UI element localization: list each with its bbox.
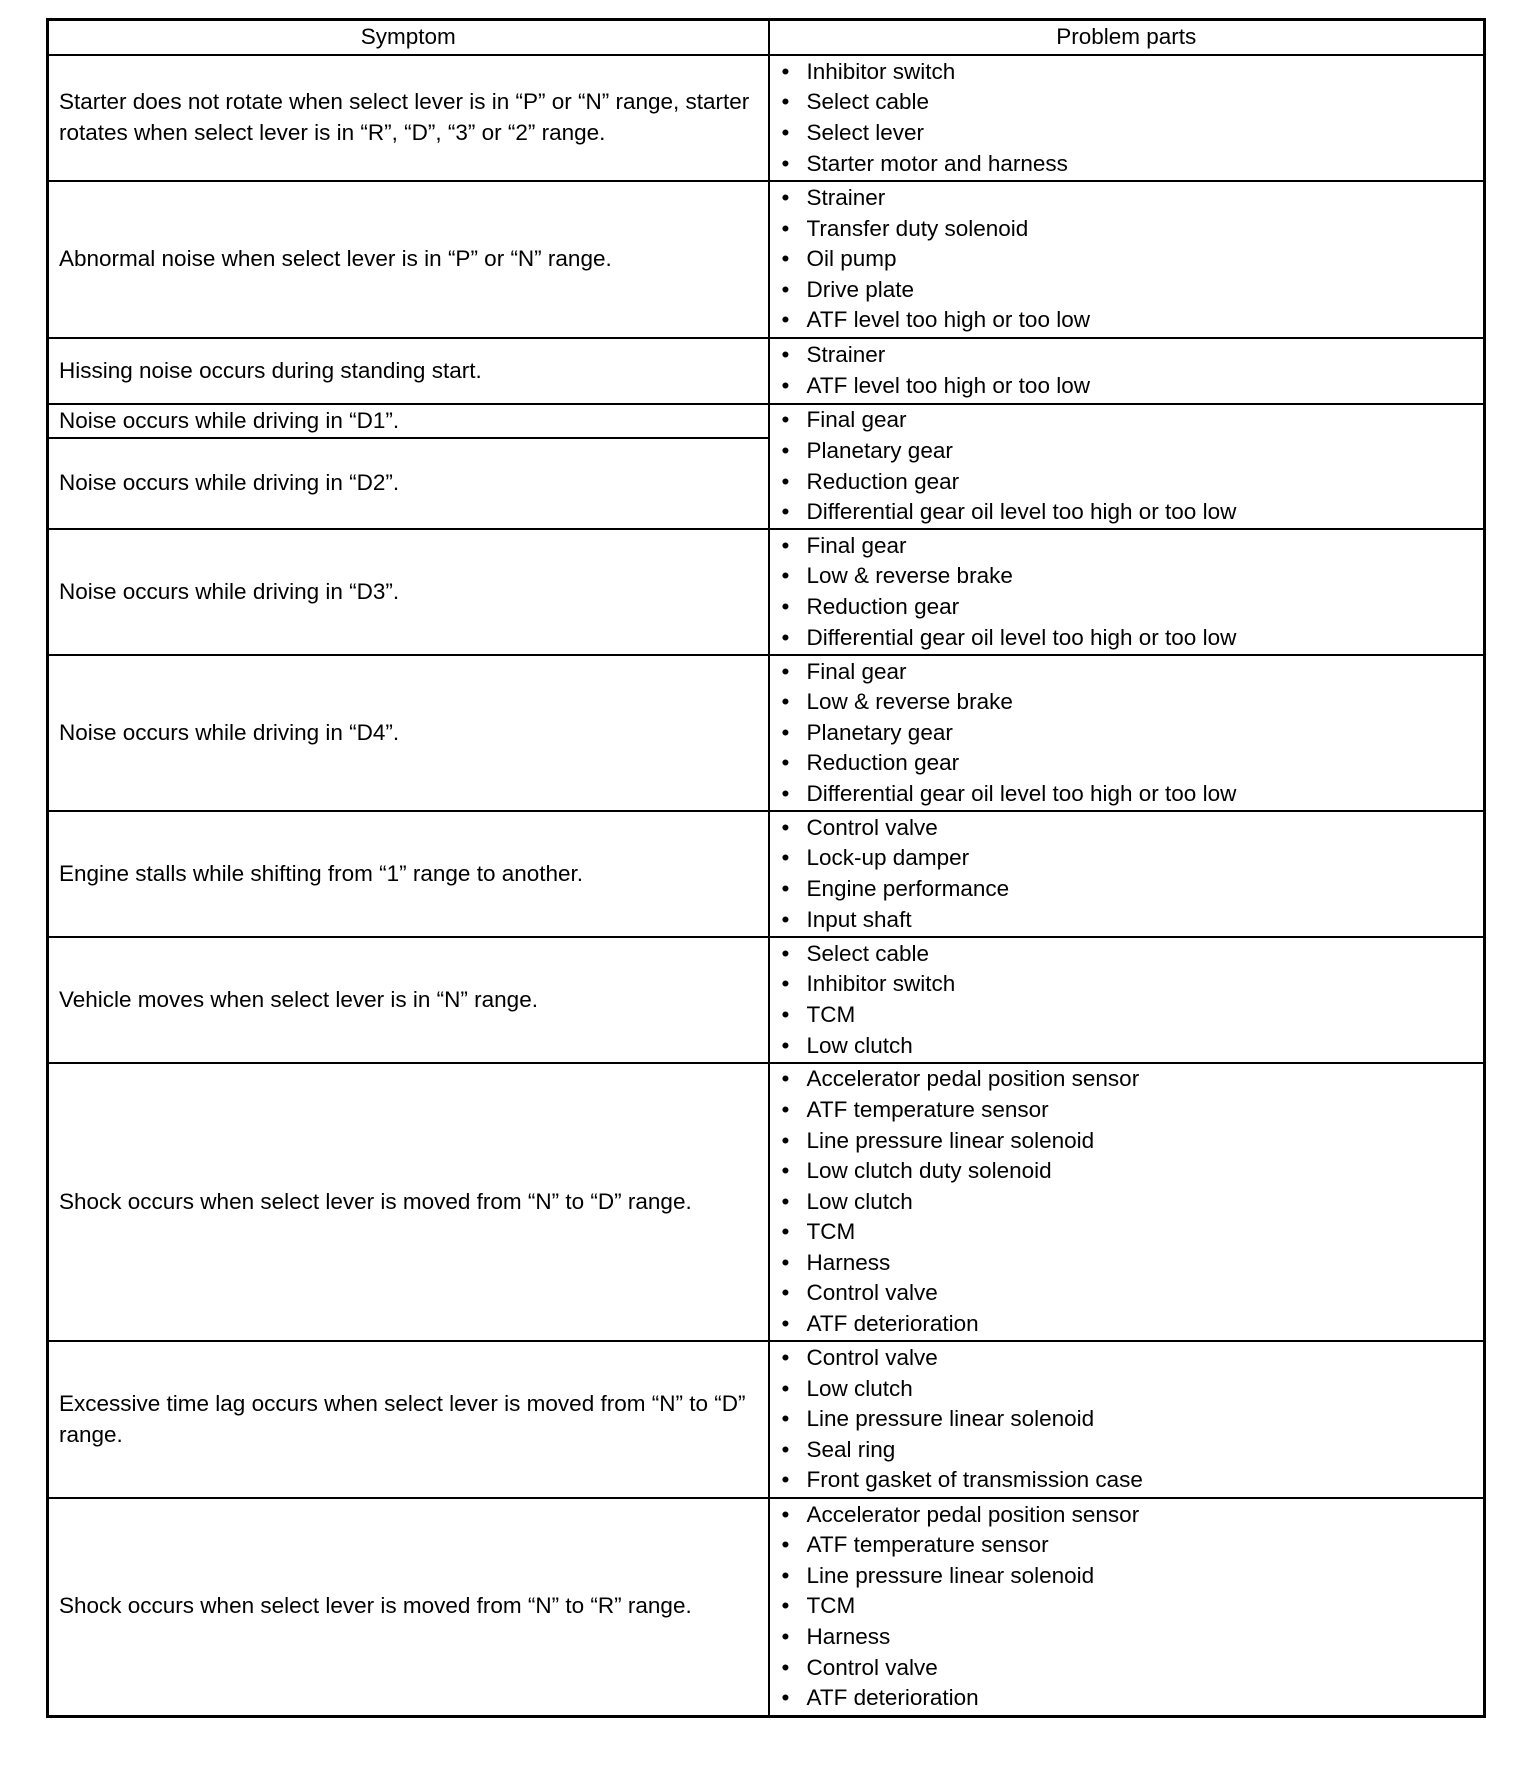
symptom-cell: Starter does not rotate when select lever is in “P” or “N” range, starter rotates when select lever is in “R”, “D”, “3” or “2” range. xyxy=(48,55,769,181)
symptom-cell: Noise occurs while driving in “D2”. xyxy=(48,438,769,529)
part-item: • Accelerator pedal position sensor xyxy=(780,1064,1474,1095)
part-item: • TCM xyxy=(780,1000,1474,1031)
symptom-cell: Shock occurs when select lever is moved from “N” to “D” range. xyxy=(48,1063,769,1341)
symptom-cell: Vehicle moves when select lever is in “N” range. xyxy=(48,937,769,1063)
table-row xyxy=(48,1498,1485,1716)
problem-parts-cell xyxy=(769,1063,1485,1341)
part-item: • Transfer duty solenoid xyxy=(780,214,1474,245)
parts-list xyxy=(780,531,1474,653)
part-item: • Final gear xyxy=(780,405,1474,436)
table-row xyxy=(48,1341,1485,1498)
part-item: • Line pressure linear solenoid xyxy=(780,1561,1474,1592)
part-item: • TCM xyxy=(780,1217,1474,1248)
part-item: • Seal ring xyxy=(780,1435,1474,1466)
parts-list xyxy=(780,1343,1474,1496)
part-item: • Harness xyxy=(780,1248,1474,1279)
parts-list xyxy=(780,813,1474,935)
part-item: • Low clutch duty solenoid xyxy=(780,1156,1474,1187)
symptom-cell: Noise occurs while driving in “D1”. xyxy=(48,404,769,438)
part-item: • Input shaft xyxy=(780,905,1474,936)
part-item: • Planetary gear xyxy=(780,436,1474,467)
parts-list xyxy=(780,340,1474,401)
table-row xyxy=(48,529,1485,655)
problem-parts-cell xyxy=(769,181,1485,338)
part-item: • Low clutch xyxy=(780,1187,1474,1218)
part-item: • Differential gear oil level too high or too low xyxy=(780,779,1474,810)
part-item: • ATF level too high or too low xyxy=(780,371,1474,402)
part-item: • Line pressure linear solenoid xyxy=(780,1126,1474,1157)
part-item: • Front gasket of transmission case xyxy=(780,1465,1474,1496)
symptom-table xyxy=(46,18,1486,1718)
parts-list xyxy=(780,1064,1474,1339)
problem-parts-cell xyxy=(769,937,1485,1063)
symptom-cell: Abnormal noise when select lever is in “P” or “N” range. xyxy=(48,181,769,338)
table-row xyxy=(48,1063,1485,1341)
part-item: • Reduction gear xyxy=(780,748,1474,779)
part-item: • Control valve xyxy=(780,1343,1474,1374)
part-item: • Final gear xyxy=(780,657,1474,688)
part-item: • Oil pump xyxy=(780,244,1474,275)
part-item: • Accelerator pedal position sensor xyxy=(780,1500,1474,1531)
parts-list xyxy=(780,657,1474,810)
part-item: • Engine performance xyxy=(780,874,1474,905)
parts-list xyxy=(780,1500,1474,1714)
part-item: • Control valve xyxy=(780,1278,1474,1309)
part-item: • Inhibitor switch xyxy=(780,969,1474,1000)
part-item: • Strainer xyxy=(780,340,1474,371)
part-item: • Low clutch xyxy=(780,1374,1474,1405)
part-item: • Harness xyxy=(780,1622,1474,1653)
part-item: • Planetary gear xyxy=(780,718,1474,749)
header-row xyxy=(48,20,1485,56)
table-row xyxy=(48,937,1485,1063)
parts-list xyxy=(780,183,1474,336)
symptom-cell: Noise occurs while driving in “D4”. xyxy=(48,655,769,811)
part-item: • Reduction gear xyxy=(780,467,1474,498)
table-row xyxy=(48,811,1485,937)
part-item: • Starter motor and harness xyxy=(780,149,1474,180)
part-item: • TCM xyxy=(780,1591,1474,1622)
problem-parts-cell xyxy=(769,529,1485,655)
part-item: • Select lever xyxy=(780,118,1474,149)
table-row xyxy=(48,655,1485,811)
part-item: • Low clutch xyxy=(780,1031,1474,1062)
part-item: • Reduction gear xyxy=(780,592,1474,623)
problem-parts-cell xyxy=(769,1341,1485,1498)
problem-parts-cell xyxy=(769,404,1485,529)
part-item: • Control valve xyxy=(780,1653,1474,1684)
table-row xyxy=(48,55,1485,181)
part-item: • Line pressure linear solenoid xyxy=(780,1404,1474,1435)
part-item: • Low & reverse brake xyxy=(780,561,1474,592)
part-item: • ATF level too high or too low xyxy=(780,305,1474,336)
part-item: • ATF temperature sensor xyxy=(780,1530,1474,1561)
symptom-cell: Noise occurs while driving in “D3”. xyxy=(48,529,769,655)
symptom-cell: Engine stalls while shifting from “1” range to another. xyxy=(48,811,769,937)
part-item: • Differential gear oil level too high or too low xyxy=(780,623,1474,654)
problem-parts-cell xyxy=(769,55,1485,181)
part-item: • Drive plate xyxy=(780,275,1474,306)
table-row xyxy=(48,404,1485,438)
parts-list xyxy=(780,57,1474,179)
symptom-header: Symptom xyxy=(48,20,769,56)
part-item: • Final gear xyxy=(780,531,1474,562)
symptom-cell: Shock occurs when select lever is moved from “N” to “R” range. xyxy=(48,1498,769,1716)
parts-header: Problem parts xyxy=(769,20,1485,56)
problem-parts-cell xyxy=(769,811,1485,937)
part-item: • Low & reverse brake xyxy=(780,687,1474,718)
table-row xyxy=(48,338,1485,404)
problem-parts-cell xyxy=(769,338,1485,404)
part-item: • ATF temperature sensor xyxy=(780,1095,1474,1126)
problem-parts-cell xyxy=(769,1498,1485,1716)
part-item: • Select cable xyxy=(780,87,1474,118)
table-row xyxy=(48,181,1485,338)
parts-list xyxy=(780,939,1474,1061)
parts-list xyxy=(780,405,1474,527)
symptom-cell: Excessive time lag occurs when select lever is moved from “N” to “D” range. xyxy=(48,1341,769,1498)
problem-parts-cell xyxy=(769,655,1485,811)
part-item: • ATF deterioration xyxy=(780,1683,1474,1714)
symptom-cell: Hissing noise occurs during standing start. xyxy=(48,338,769,404)
part-item: • Control valve xyxy=(780,813,1474,844)
part-item: • Differential gear oil level too high or too low xyxy=(780,497,1474,528)
part-item: • Select cable xyxy=(780,939,1474,970)
part-item: • Inhibitor switch xyxy=(780,57,1474,88)
part-item: • ATF deterioration xyxy=(780,1309,1474,1340)
part-item: • Lock-up damper xyxy=(780,843,1474,874)
part-item: • Strainer xyxy=(780,183,1474,214)
